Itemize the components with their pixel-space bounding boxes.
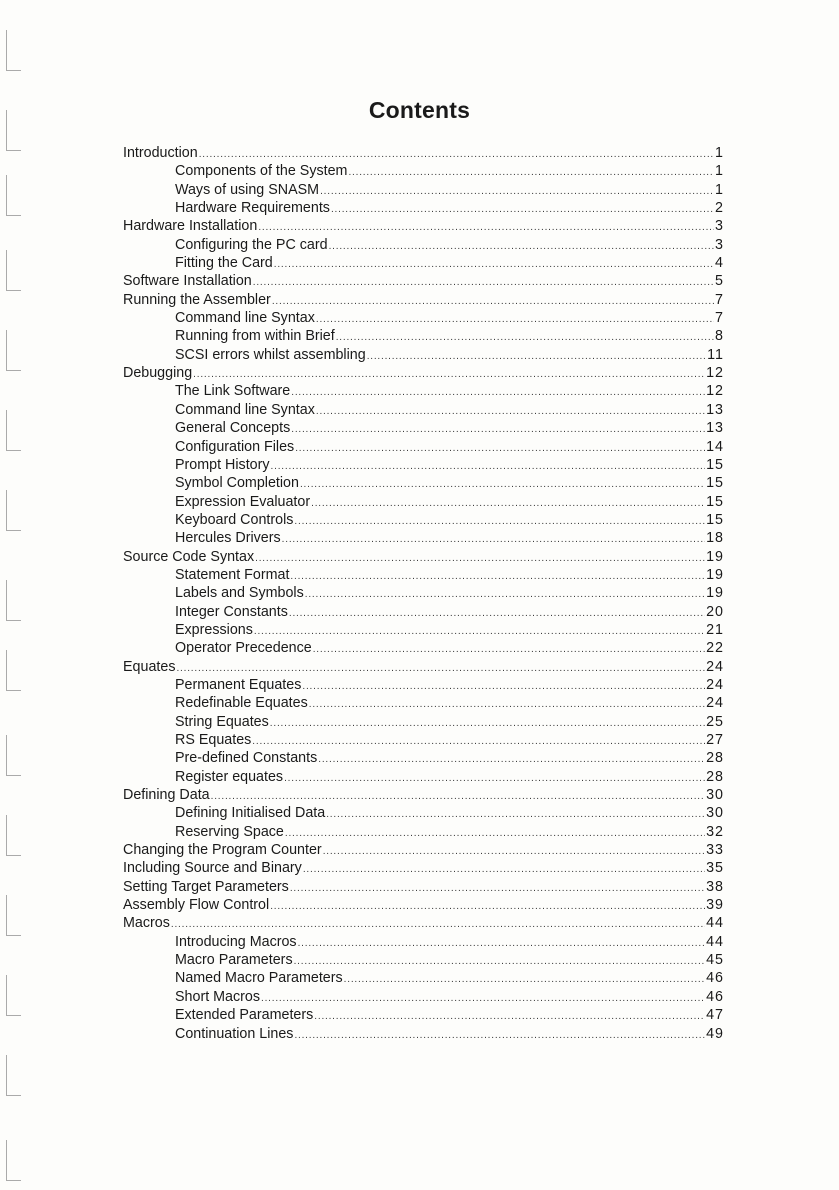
dot-leader	[323, 843, 705, 861]
dot-leader	[336, 329, 714, 347]
toc-entry	[123, 933, 724, 951]
dot-leader	[274, 256, 714, 274]
toc-entry-label: Introduction	[123, 145, 198, 161]
toc-entry-label: Prompt History	[175, 456, 270, 473]
dot-leader	[253, 274, 714, 292]
dot-leader	[270, 898, 705, 916]
dot-leader	[305, 586, 705, 604]
toc-entry	[123, 272, 724, 290]
toc-entry-page: 39	[706, 897, 724, 914]
toc-entry-page: 30	[706, 787, 724, 804]
dot-leader	[294, 513, 705, 531]
toc-entry	[123, 438, 724, 456]
toc-entry-page: 12	[706, 383, 724, 400]
toc-entry	[123, 162, 724, 180]
toc-entry-page: 20	[706, 603, 724, 620]
toc-entry-page: 8	[715, 328, 724, 345]
dot-leader	[282, 531, 705, 549]
page-title: Contents	[368, 97, 471, 123]
toc-entry-page: 1	[715, 163, 724, 180]
toc-entry	[123, 236, 724, 254]
toc-entry-page: 4	[715, 255, 724, 272]
dot-leader	[290, 880, 705, 898]
dot-leader	[284, 770, 705, 788]
toc-entry-label: Redefinable Equates	[175, 695, 308, 712]
binding-margin	[0, 0, 30, 1190]
toc-entry-page: 28	[706, 750, 724, 767]
binding-mark	[6, 650, 21, 691]
toc-entry-label: Operator Precedence	[175, 640, 312, 657]
dot-leader	[290, 568, 705, 586]
toc-entry-page: 46	[706, 988, 724, 1005]
toc-entry-page: 13	[706, 420, 724, 437]
toc-entry	[123, 988, 724, 1006]
toc-entry	[123, 749, 724, 767]
toc-entry	[123, 327, 724, 345]
dot-leader	[254, 623, 705, 641]
toc-entry-label: Macros	[123, 915, 170, 932]
toc-entry	[123, 511, 724, 529]
dot-leader	[326, 806, 705, 824]
toc-entry	[123, 254, 724, 272]
dot-leader	[320, 183, 714, 201]
toc-entry	[123, 823, 724, 841]
toc-entry-page: 15	[706, 511, 724, 528]
toc-entry-label: Command line Syntax	[175, 401, 315, 418]
toc-entry-label: Introducing Macros	[175, 933, 297, 950]
toc-entry-page: 44	[706, 915, 724, 932]
dot-leader	[289, 605, 705, 623]
dot-leader	[300, 476, 705, 494]
toc-entry-label: General Concepts	[175, 420, 291, 437]
toc-entry	[123, 364, 724, 382]
toc-entry-label: Configuration Files	[175, 438, 295, 455]
dot-leader	[295, 440, 705, 458]
toc-entry-label: Continuation Lines	[175, 1025, 294, 1042]
toc-entry-label: Fitting the Card	[175, 255, 273, 272]
dot-leader	[261, 990, 705, 1008]
toc-entry-page: 15	[706, 493, 724, 510]
binding-mark	[6, 490, 21, 531]
dot-leader	[271, 458, 706, 476]
toc-entry-page: 7	[715, 310, 724, 327]
toc-entry	[123, 199, 724, 217]
toc-entry	[123, 217, 724, 235]
toc-entry	[123, 694, 724, 712]
dot-leader	[331, 201, 714, 219]
toc-entry-label: Running from within Brief	[175, 328, 335, 345]
dot-leader	[291, 384, 705, 402]
toc-entry-page: 1	[715, 181, 724, 198]
toc-entry-page: 28	[706, 768, 724, 785]
toc-entry-page: 18	[706, 530, 724, 547]
toc-entry-page: 22	[706, 640, 724, 657]
binding-mark	[6, 410, 21, 451]
toc-entry	[123, 584, 724, 602]
toc-entry	[123, 401, 724, 419]
binding-mark	[6, 580, 21, 621]
toc-entry-label: SCSI errors whilst assembling	[175, 346, 366, 363]
toc-entry-label: Setting Target Parameters	[123, 878, 289, 895]
binding-mark	[6, 330, 21, 371]
toc-entry-label: Expressions	[175, 621, 253, 638]
toc-entry	[123, 914, 724, 932]
toc-entry	[123, 859, 724, 877]
binding-mark	[6, 250, 21, 291]
dot-leader	[311, 495, 705, 513]
toc-entry-label: Hercules Drivers	[175, 530, 281, 547]
table-of-contents	[123, 144, 724, 1043]
toc-entry-page: 19	[706, 548, 724, 565]
toc-entry-label: Register equates	[175, 768, 284, 785]
toc-entry-label: Debugging	[123, 365, 193, 382]
toc-entry-page: 30	[706, 805, 724, 822]
toc-entry	[123, 456, 724, 474]
toc-entry	[123, 181, 724, 199]
dot-leader	[318, 751, 705, 769]
binding-mark	[6, 1055, 21, 1096]
dot-leader	[309, 696, 705, 714]
toc-entry	[123, 676, 724, 694]
toc-entry	[123, 658, 724, 676]
toc-entry-label: Short Macros	[175, 988, 261, 1005]
toc-entry-label: Permanent Equates	[175, 676, 302, 693]
toc-entry-page: 27	[706, 732, 724, 748]
toc-entry-label: Defining Initialised Data	[175, 805, 326, 822]
toc-entry	[123, 786, 724, 804]
toc-entry	[123, 841, 724, 859]
toc-entry	[123, 566, 724, 584]
toc-entry-label: Software Installation	[123, 273, 252, 290]
toc-entry-label: Configuring the PC card	[175, 236, 328, 253]
toc-entry	[123, 1025, 724, 1043]
dot-leader	[316, 403, 705, 421]
toc-entry-label: Reserving Space	[175, 823, 284, 840]
toc-entry-page: 19	[706, 585, 724, 602]
toc-entry	[123, 969, 724, 987]
toc-entry	[123, 804, 724, 822]
toc-entry-label: Command line Syntax	[175, 310, 315, 327]
dot-leader	[270, 715, 705, 733]
dot-leader	[294, 953, 706, 971]
dot-leader	[285, 825, 705, 843]
toc-entry	[123, 309, 724, 327]
toc-entry	[123, 493, 724, 511]
binding-mark	[6, 815, 21, 856]
toc-entry	[123, 419, 724, 437]
toc-entry-label: Hardware Installation	[123, 218, 258, 235]
toc-entry-label: Extended Parameters	[175, 1007, 314, 1024]
dot-leader	[302, 678, 705, 696]
toc-entry-page: 5	[715, 273, 724, 290]
dot-leader	[314, 1008, 705, 1026]
toc-entry-page: 7	[715, 291, 724, 308]
binding-mark	[6, 735, 21, 776]
toc-entry-page: 24	[706, 676, 724, 693]
toc-entry-label: Named Macro Parameters	[175, 970, 343, 987]
toc-entry-page: 49	[706, 1025, 724, 1042]
dot-leader	[348, 164, 714, 182]
toc-entry-label: Keyboard Controls	[175, 511, 294, 528]
binding-mark	[6, 1140, 21, 1181]
toc-entry	[123, 639, 724, 657]
toc-entry	[123, 1006, 724, 1024]
toc-entry-label: Ways of using SNASM	[175, 181, 320, 198]
toc-entry-page: 46	[706, 970, 724, 987]
toc-entry-label: Defining Data	[123, 787, 210, 804]
toc-entry	[123, 144, 724, 162]
toc-entry	[123, 548, 724, 566]
toc-entry-page: 21	[706, 621, 724, 638]
toc-entry-page: 35	[706, 860, 724, 877]
toc-entry	[123, 346, 724, 364]
toc-entry-page: 3	[715, 218, 724, 235]
dot-leader	[294, 1027, 705, 1045]
toc-entry-page: 47	[706, 1007, 724, 1024]
toc-entry-label: Running the Assembler	[123, 291, 271, 308]
dot-leader	[329, 238, 714, 256]
dot-leader	[313, 641, 705, 659]
toc-entry-label: Pre-defined Constants	[175, 750, 318, 767]
toc-entry-page: 2	[715, 200, 724, 217]
toc-entry-page: 3	[715, 236, 724, 253]
toc-entry-label: Labels and Symbols	[175, 585, 304, 602]
toc-entry	[123, 603, 724, 621]
toc-entry-page: 15	[706, 475, 724, 492]
toc-entry	[123, 768, 724, 786]
toc-entry-label: Source Code Syntax	[123, 548, 255, 565]
toc-entry-label: String Equates	[175, 713, 269, 730]
toc-entry	[123, 474, 724, 492]
toc-entry-page: 11	[707, 346, 724, 363]
toc-entry-page: 25	[706, 713, 724, 730]
toc-entry-page: 1	[715, 145, 724, 161]
toc-entry-label: Integer Constants	[175, 603, 288, 620]
binding-mark	[6, 175, 21, 216]
toc-entry-page: 44	[706, 933, 724, 950]
toc-entry-label: Expression Evaluator	[175, 493, 311, 510]
dot-leader	[252, 733, 705, 751]
toc-entry-label: The Link Software	[175, 383, 291, 400]
toc-entry-page: 12	[706, 365, 724, 382]
toc-entry-page: 19	[706, 566, 724, 583]
toc-entry-label: Including Source and Binary	[123, 860, 302, 877]
dot-leader	[291, 421, 705, 439]
toc-entry-page: 14	[706, 438, 724, 455]
toc-entry-page: 24	[706, 695, 724, 712]
dot-leader	[367, 348, 706, 366]
binding-mark	[6, 895, 21, 936]
toc-entry	[123, 951, 724, 969]
toc-entry-label: Components of the System	[175, 163, 348, 180]
toc-entry-page: 32	[706, 823, 724, 840]
toc-entry	[123, 713, 724, 731]
toc-entry-label: Equates	[123, 658, 176, 675]
toc-entry-page: 33	[706, 842, 724, 859]
toc-entry	[123, 896, 724, 914]
toc-entry	[123, 731, 724, 749]
dot-leader	[316, 311, 714, 329]
toc-entry-page: 13	[706, 401, 724, 418]
dot-leader	[298, 935, 706, 953]
dot-leader	[255, 550, 705, 568]
toc-entry-label: Changing the Program Counter	[123, 842, 322, 859]
binding-mark	[6, 975, 21, 1016]
dot-leader	[303, 861, 705, 879]
toc-entry	[123, 382, 724, 400]
toc-entry-page: 45	[706, 952, 724, 969]
toc-entry-label: Macro Parameters	[175, 952, 293, 969]
toc-entry	[123, 621, 724, 639]
toc-entry	[123, 878, 724, 896]
toc-entry-label: Assembly Flow Control	[123, 897, 270, 914]
toc-entry-page: 24	[706, 658, 724, 675]
binding-mark	[6, 30, 21, 71]
toc-entry-label: RS Equates	[175, 732, 252, 748]
toc-entry-page: 38	[706, 878, 724, 895]
toc-entry	[123, 291, 724, 309]
toc-entry-label: Hardware Requirements	[175, 200, 330, 217]
dot-leader	[272, 293, 714, 311]
toc-entry-label: Statement Format	[175, 566, 290, 583]
dot-leader	[344, 971, 705, 989]
toc-entry	[123, 529, 724, 547]
toc-entry-page: 15	[706, 456, 724, 473]
toc-entry-label: Symbol Completion	[175, 475, 299, 492]
